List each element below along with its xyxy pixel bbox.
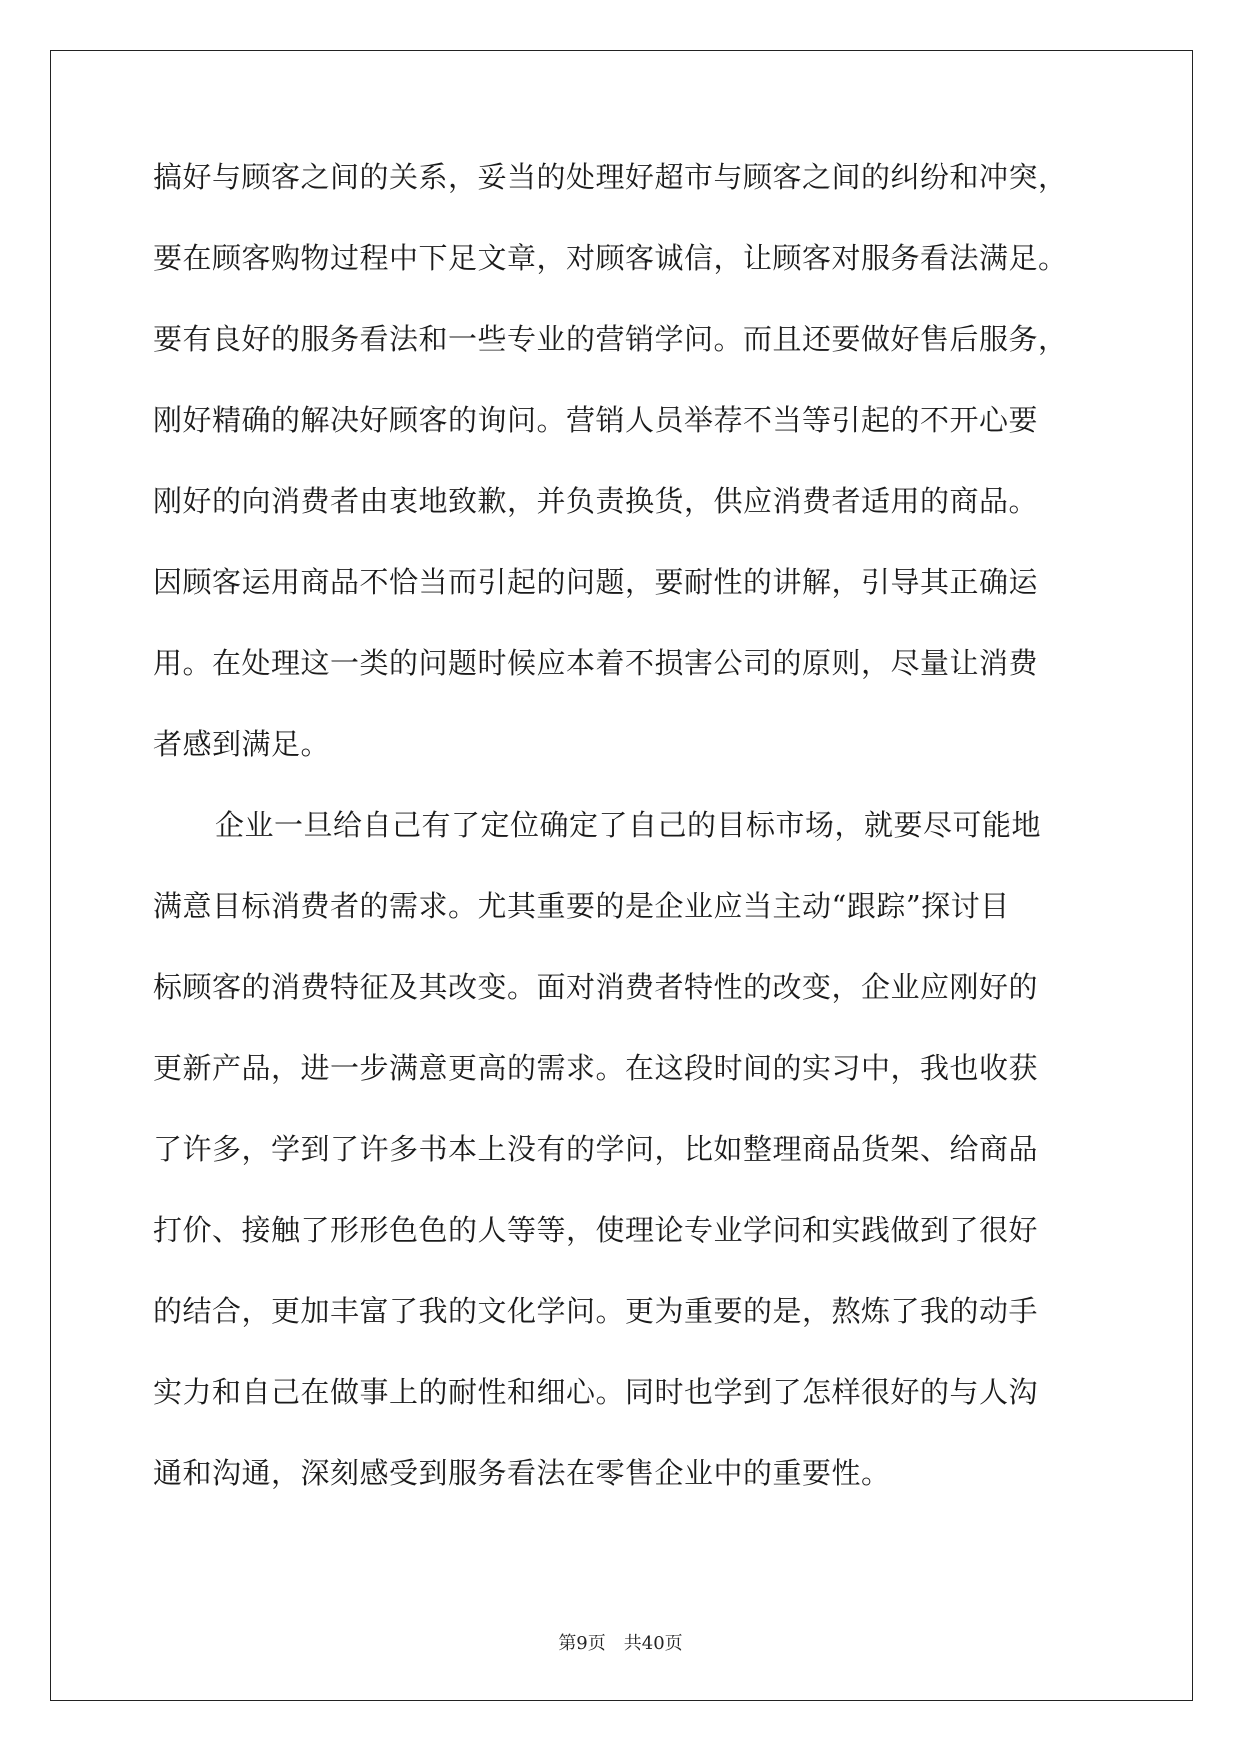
text-line: 刚好的向消费者由衷地致歉，并负责换货，供应消费者适用的商品。 (153, 484, 1039, 518)
text-line: 满意目标消费者的需求。尤其重要的是企业应当主动“跟踪”探讨目 (153, 889, 1010, 923)
text-line: 搞好与顾客之间的关系，妥当的处理好超市与顾客之间的纠纷和冲突， (153, 160, 1068, 194)
text-line: 通和沟通，深刻感受到服务看法在零售企业中的重要性。 (153, 1456, 891, 1490)
text-line: 因顾客运用商品不恰当而引起的问题，要耐性的讲解，引导其正确运 (153, 565, 1039, 599)
text-line: 标顾客的消费特征及其改变。面对消费者特性的改变，企业应刚好的 (153, 970, 1039, 1004)
text-line: 实力和自己在做事上的耐性和细心。同时也学到了怎样很好的与人沟 (153, 1375, 1039, 1409)
body-text (153, 160, 1093, 1540)
paragraph-first-line: 企业一旦给自己有了定位确定了自己的目标市场，就要尽可能地 (215, 808, 1042, 842)
text-line: 打价、接触了形形色色的人等等，使理论专业学问和实践做到了很好 (153, 1213, 1039, 1247)
text-line: 刚好精确的解决好顾客的询问。营销人员举荐不当等引起的不开心要 (153, 403, 1039, 437)
text-line: 用。在处理这一类的问题时候应本着不损害公司的原则，尽量让消费 (153, 646, 1039, 680)
text-line: 的结合，更加丰富了我的文化学问。更为重要的是，熬炼了我的动手 (153, 1294, 1039, 1328)
page-number: 第9页 共40页 (558, 1633, 683, 1654)
text-line: 了许多，学到了许多书本上没有的学问，比如整理商品货架、给商品 (153, 1132, 1039, 1166)
text-line: 更新产品，进一步满意更高的需求。在这段时间的实习中，我也收获 (153, 1051, 1039, 1085)
text-line: 者感到满足。 (153, 727, 331, 761)
text-line: 要在顾客购物过程中下足文章，对顾客诚信，让顾客对服务看法满足。 (153, 241, 1068, 275)
text-line: 要有良好的服务看法和一些专业的营销学问。而且还要做好售后服务， (153, 322, 1068, 356)
